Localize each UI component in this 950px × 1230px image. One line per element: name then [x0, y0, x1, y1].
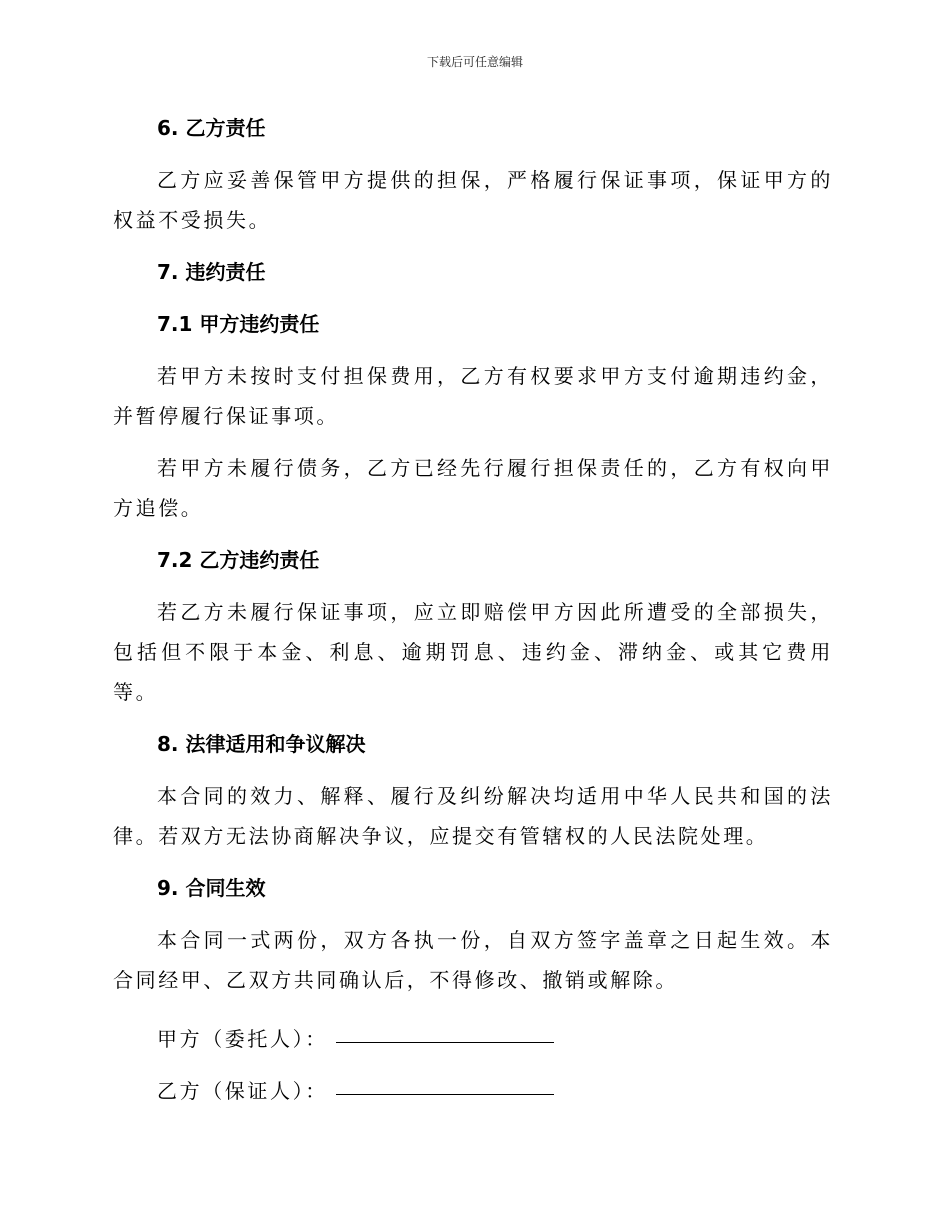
section-7-1-title: 7.1 甲方违约责任 — [157, 312, 320, 336]
party-b-label: 乙方（保证人）： — [157, 1079, 328, 1103]
section-7-2-paragraph: 若乙方未履行保证事项，应立即赔偿甲方因此所遭受的全部损失，包括但不限于本金、利息、逾期罚息、违约金、滞纳金、或其它费用等。 — [113, 600, 833, 704]
contract-body — [113, 108, 833, 1104]
section-6-paragraph: 乙方应妥善保管甲方提供的担保，严格履行保证事项，保证甲方的权益不受损失。 — [113, 168, 833, 232]
page-header-note: 下载后可任意编辑 — [426, 55, 523, 69]
party-a-label: 甲方（委托人）： — [157, 1027, 328, 1051]
section-6-title: 6. 乙方责任 — [157, 116, 266, 140]
party-b-signature-line — [113, 1064, 833, 1104]
party-b-signature-blank[interactable] — [336, 1066, 554, 1095]
section-7-1-paragraph-2: 若甲方未履行债务，乙方已经先行履行担保责任的，乙方有权向甲方追偿。 — [113, 456, 833, 520]
section-9-paragraph: 本合同一式两份，双方各执一份，自双方签字盖章之日起生效。本合同经甲、乙双方共同确认后，不得修改、撤销或解除。 — [113, 928, 833, 992]
section-7-1-paragraph-1: 若甲方未按时支付担保费用，乙方有权要求甲方支付逾期违约金，并暂停履行保证事项。 — [113, 364, 833, 428]
section-7-title: 7. 违约责任 — [157, 260, 266, 284]
party-a-signature-line — [113, 1012, 833, 1052]
section-8-title: 8. 法律适用和争议解决 — [157, 732, 366, 756]
section-7-2-title: 7.2 乙方违约责任 — [157, 548, 320, 572]
party-a-signature-blank[interactable] — [336, 1014, 554, 1043]
section-8-paragraph: 本合同的效力、解释、履行及纠纷解决均适用中华人民共和国的法律。若双方无法协商解决争议，应提交有管辖权的人民法院处理。 — [113, 784, 833, 848]
section-9-title: 9. 合同生效 — [157, 876, 266, 900]
